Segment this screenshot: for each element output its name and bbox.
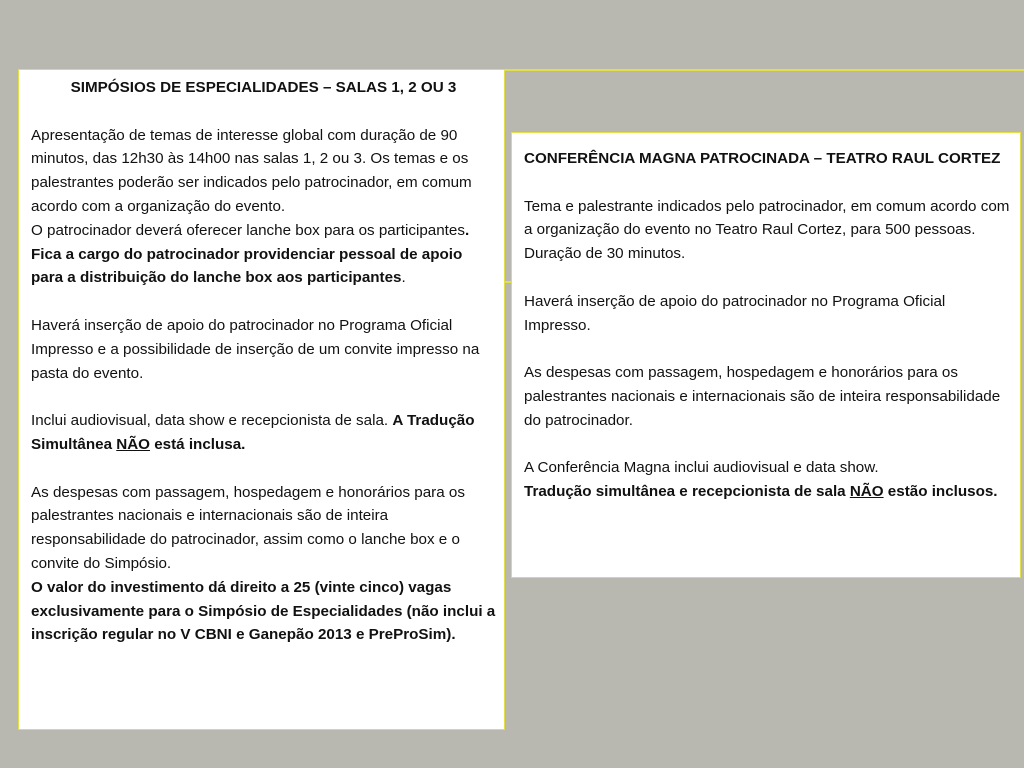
spacer xyxy=(31,290,496,314)
conferencia-traducao-note: Tradução simultânea e recepcionista de sala NÃO estão inclusos. xyxy=(524,483,998,501)
simposios-box xyxy=(18,69,505,730)
spacer xyxy=(524,266,1010,290)
spacer xyxy=(31,457,496,481)
simposios-paragraph-3: Haverá inserção de apoio do patrocinador no Programa Oficial Impresso e a possibilidade de inserção de um convite impresso na pasta do evento. xyxy=(31,316,480,382)
simposios-paragraph-2: O patrocinador deverá oferecer lanche box para os participantes. Fica a cargo do patrocinador providenciar pessoal de apoio para a distribuição do lanche box aos participantes. xyxy=(31,221,470,287)
spacer xyxy=(31,100,496,124)
conferencia-paragraph-3: As despesas com passagem, hospedagem e honorários para os palestrantes nacionais e internacionais são de inteira responsabilidade do patrocinador. xyxy=(524,364,1001,429)
nao-underline: NÃO xyxy=(116,435,150,453)
lanche-bold: . Fica a cargo do patrocinador providenciar pessoal de apoio para a distribuição do lanche box aos participantes xyxy=(31,221,470,287)
conferencia-paragraph-2: Haverá inserção de apoio do patrocinador no Programa Oficial Impresso. xyxy=(524,292,946,334)
simposios-paragraph-1: Apresentação de temas de interesse global com duração de 90 minutos, das 12h30 às 14h00 nas salas 1, 2 ou 3. Os temas e os palestrantes poderão ser indicados pelo patrocinador, em comum acordo com a organização do evento. xyxy=(31,126,472,215)
traducao-note: A Tradução Simultânea NÃO está inclusa. xyxy=(31,412,475,453)
frame-line-top xyxy=(505,69,1024,71)
spacer xyxy=(524,337,1010,361)
lanche-text: O patrocinador deverá oferecer lanche box para os participantes xyxy=(31,221,465,239)
simposios-investment-note: O valor do investimento dá direito a 25 (vinte cinco) vagas exclusivamente para o Simpósio de Especialidades (não inclui a inscrição regular no V CBNI e Ganepão 2013 e PreProSim). xyxy=(31,578,496,644)
conferencia-paragraph-4: A Conferência Magna inclui audiovisual e data show. xyxy=(524,459,879,477)
conferencia-paragraph-1: Tema e palestrante indicados pelo patrocinador, em comum acordo com a organização do evento no Teatro Raul Cortez, para 500 pessoas. Duração de 30 minutos. xyxy=(524,197,1010,263)
spacer xyxy=(31,385,496,409)
nao-underline: NÃO xyxy=(849,483,884,501)
conferencia-title: CONFERÊNCIA MAGNA PATROCINADA – TEATRO RAUL CORTEZ xyxy=(524,150,1001,167)
spacer xyxy=(524,171,1010,195)
spacer xyxy=(524,433,1010,457)
simposios-paragraph-5: As despesas com passagem, hospedagem e honorários para os palestrantes nacionais e internacionais são de inteira responsabilidade do patrocinador, assim como o lanche box e o convite do Simpósio. xyxy=(31,483,465,572)
conferencia-box xyxy=(511,132,1021,578)
simposios-title: SIMPÓSIOS DE ESPECIALIDADES – SALAS 1, 2 OU 3 xyxy=(70,79,457,96)
simposios-paragraph-4: Inclui audiovisual, data show e recepcionista de sala. A Tradução Simultânea NÃO está inclusa. xyxy=(31,412,475,453)
